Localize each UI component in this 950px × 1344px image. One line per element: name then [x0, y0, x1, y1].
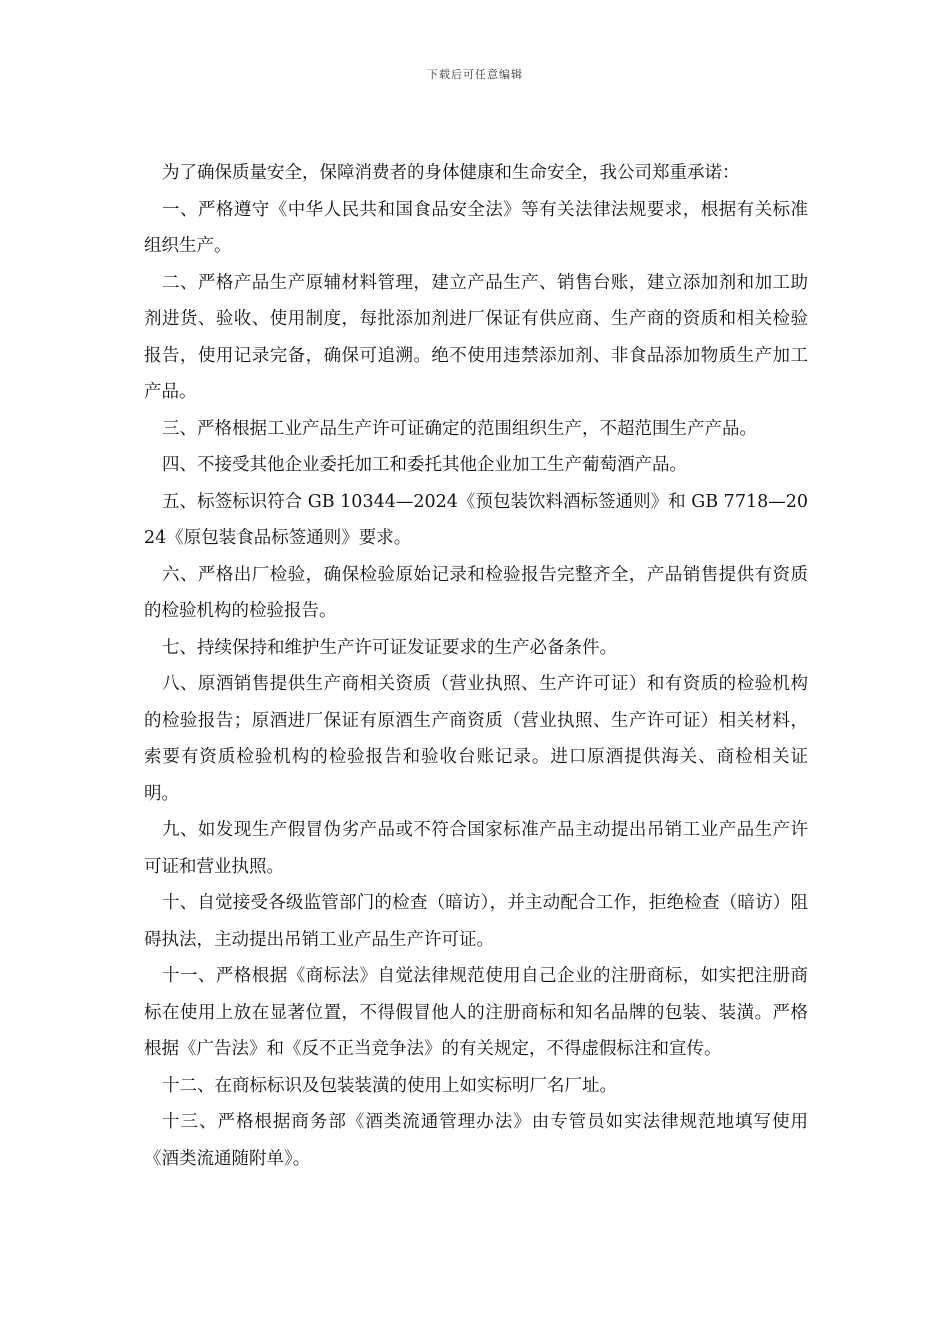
- clause-10: 十、自觉接受各级监管部门的检查（暗访），并主动配合工作，拒绝检查（暗访）阻碍执法，主动提出吊销工业产品生产许可证。: [144, 893, 808, 950]
- clause-2: 二、严格产品生产原辅材料管理，建立产品生产、销售台账，建立添加剂和加工助剂进货、验收、使用制度，每批添加剂进厂保证有供应商、生产商的资质和相关检验报告，使用记录完备，确保可追溯。绝不使用违禁添加剂、非食品添加物质生产加工产品。: [144, 272, 808, 402]
- clause-11: 十一、严格根据《商标法》自觉法律规范使用自己企业的注册商标，如实把注册商标在使用上放在显著位置，不得假冒他人的注册商标和知名品牌的包装、装潢。严格根据《广告法》和《反不正当竞争法》的有关规定，不得虚假标注和宣传。: [144, 966, 808, 1059]
- clause-9: 九、如发现生产假冒伪劣产品或不符合国家标准产品主动提出吊销工业产品生产许可证和营业执照。: [144, 820, 808, 877]
- page-header: 下载后可任意编辑: [427, 68, 523, 81]
- clause-7: 七、持续保持和维护生产许可证发证要求的生产必备条件。: [162, 637, 617, 658]
- clause-13: 十三、严格根据商务部《酒类流通管理办法》由专管员如实法律规范地填写使用《酒类流通随附单》。: [144, 1112, 808, 1169]
- clause-6: 六、严格出厂检验，确保检验原始记录和检验报告完整齐全，产品销售提供有资质的检验机构的检验报告。: [144, 564, 808, 621]
- intro-paragraph: 为了确保质量安全，保障消费者的身体健康和生命安全，我公司郑重承诺：: [162, 163, 740, 183]
- document-body: [144, 155, 808, 1177]
- clause-5: 五、标签标识符合 GB 10344—2024《预包装饮料酒标签通则》和 GB 7718—2024《原包装食品标签通则》要求。: [144, 491, 808, 548]
- clause-12: 十二、在商标标识及包装装潢的使用上如实标明厂名厂址。: [162, 1075, 617, 1096]
- clause-1: 一、严格遵守《中华人民共和国食品安全法》等有关法律法规要求，根据有关标准组织生产。: [144, 199, 808, 256]
- clause-8: 八、原酒销售提供生产商相关资质（营业执照、生产许可证）和有资质的检验机构的检验报告；原酒进厂保证有原酒生产商资质（营业执照、生产许可证）相关材料，索要有资质检验机构的检验报告和验收台账记录。进口原酒提供海关、商检相关证明。: [144, 674, 808, 804]
- clause-3: 三、严格根据工业产品生产许可证确定的范围组织生产，不超范围生产产品。: [162, 418, 757, 439]
- clause-4: 四、不接受其他企业委托加工和委托其他企业加工生产葡萄酒产品。: [162, 455, 687, 475]
